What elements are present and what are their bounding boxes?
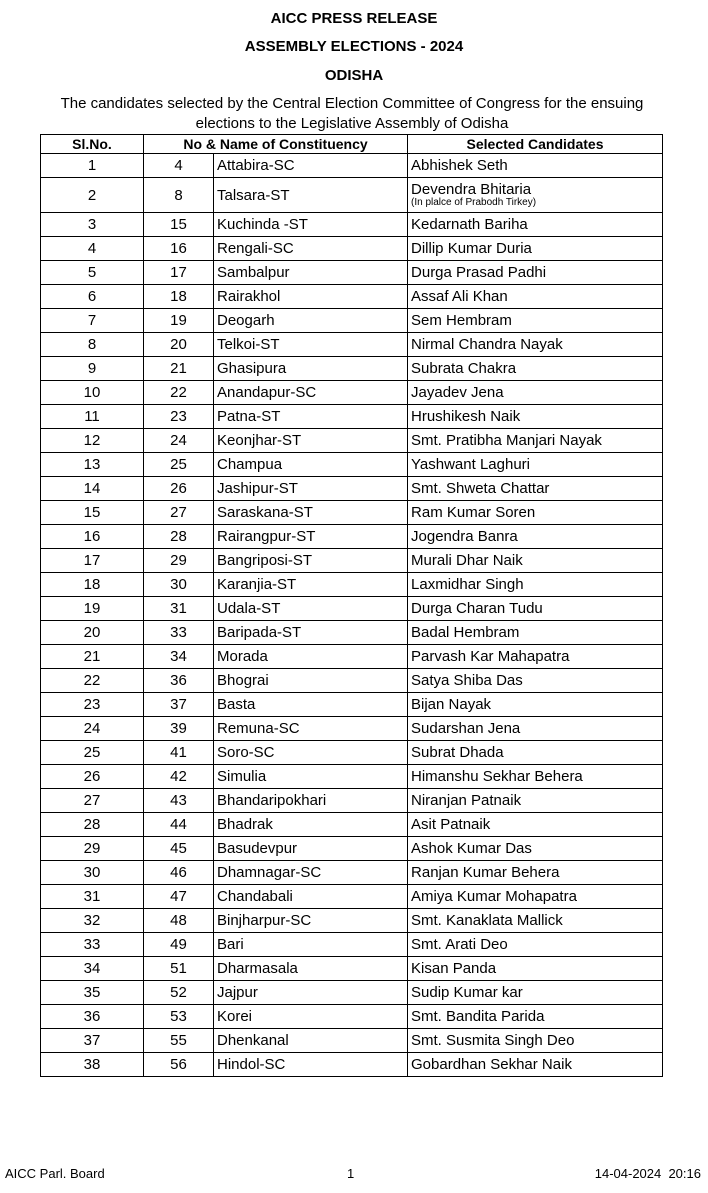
table-row <box>41 717 663 741</box>
cell-candidate: Durga Charan Tudu <box>408 597 663 621</box>
cell-constituency-no: 26 <box>144 477 214 501</box>
cell-constituency-name: Attabira-SC <box>214 154 408 178</box>
cell-candidate: Kisan Panda <box>408 957 663 981</box>
intro-text: The candidates selected by the Central Election Committee of Congress for the ensuing elections to the Legislative Assembly of Odisha <box>60 95 644 132</box>
cell-candidate: Smt. Pratibha Manjari Nayak <box>408 429 663 453</box>
cell-slno: 10 <box>41 381 144 405</box>
cell-candidate: Parvash Kar Mahapatra <box>408 645 663 669</box>
cell-candidate: Sudarshan Jena <box>408 717 663 741</box>
table-row <box>41 957 663 981</box>
cell-constituency-no: 42 <box>144 765 214 789</box>
document-title: AICC PRESS RELEASE <box>270 10 438 27</box>
table-header-row <box>41 135 663 154</box>
cell-candidate: Badal Hembram <box>408 621 663 645</box>
candidates-table <box>40 134 663 1077</box>
cell-constituency-no: 41 <box>144 741 214 765</box>
cell-constituency-name: Karanjia-ST <box>214 573 408 597</box>
cell-slno: 6 <box>41 285 144 309</box>
cell-candidate: Laxmidhar Singh <box>408 573 663 597</box>
table-row <box>41 429 663 453</box>
table-row <box>41 501 663 525</box>
cell-constituency-name: Bhandaripokhari <box>214 789 408 813</box>
cell-constituency-name: Bhadrak <box>214 813 408 837</box>
cell-constituency-name: Ghasipura <box>214 357 408 381</box>
cell-candidate: Jogendra Banra <box>408 525 663 549</box>
cell-slno: 26 <box>41 765 144 789</box>
cell-slno: 30 <box>41 861 144 885</box>
table-row <box>41 693 663 717</box>
cell-slno: 7 <box>41 309 144 333</box>
cell-slno: 9 <box>41 357 144 381</box>
cell-candidate: Abhishek Seth <box>408 154 663 178</box>
table-row <box>41 837 663 861</box>
cell-constituency-no: 20 <box>144 333 214 357</box>
cell-slno: 22 <box>41 669 144 693</box>
cell-constituency-name: Binjharpur-SC <box>214 909 408 933</box>
cell-candidate: Nirmal Chandra Nayak <box>408 333 663 357</box>
cell-slno: 29 <box>41 837 144 861</box>
cell-constituency-name: Morada <box>214 645 408 669</box>
cell-candidate: Ranjan Kumar Behera <box>408 861 663 885</box>
table-row <box>41 381 663 405</box>
cell-constituency-no: 24 <box>144 429 214 453</box>
table-row <box>41 909 663 933</box>
cell-constituency-name: Rengali-SC <box>214 237 408 261</box>
cell-slno: 17 <box>41 549 144 573</box>
cell-constituency-name: Anandapur-SC <box>214 381 408 405</box>
cell-constituency-no: 16 <box>144 237 214 261</box>
header-candidates: Selected Candidates <box>408 135 663 154</box>
cell-slno: 11 <box>41 405 144 429</box>
cell-constituency-no: 17 <box>144 261 214 285</box>
cell-constituency-name: Baripada-ST <box>214 621 408 645</box>
table-row <box>41 933 663 957</box>
cell-slno: 38 <box>41 1053 144 1077</box>
cell-slno: 19 <box>41 597 144 621</box>
cell-candidate: Sudip Kumar kar <box>408 981 663 1005</box>
state-heading: ODISHA <box>324 67 384 84</box>
table-row <box>41 1029 663 1053</box>
cell-candidate: Subrata Chakra <box>408 357 663 381</box>
cell-constituency-no: 45 <box>144 837 214 861</box>
table-row <box>41 213 663 237</box>
cell-slno: 2 <box>41 178 144 213</box>
cell-constituency-no: 37 <box>144 693 214 717</box>
cell-slno: 36 <box>41 1005 144 1029</box>
cell-constituency-no: 33 <box>144 621 214 645</box>
cell-constituency-no: 36 <box>144 669 214 693</box>
cell-candidate: Satya Shiba Das <box>408 669 663 693</box>
cell-slno: 8 <box>41 333 144 357</box>
cell-constituency-name: Jashipur-ST <box>214 477 408 501</box>
cell-candidate: Smt. Bandita Parida <box>408 1005 663 1029</box>
cell-constituency-no: 29 <box>144 549 214 573</box>
cell-slno: 20 <box>41 621 144 645</box>
cell-slno: 37 <box>41 1029 144 1053</box>
table-row <box>41 885 663 909</box>
table-row <box>41 861 663 885</box>
cell-slno: 18 <box>41 573 144 597</box>
cell-constituency-no: 48 <box>144 909 214 933</box>
cell-slno: 33 <box>41 933 144 957</box>
candidate-name: Devendra Bhitaria <box>411 180 532 198</box>
cell-constituency-name: Bangriposi-ST <box>214 549 408 573</box>
cell-constituency-name: Bari <box>214 933 408 957</box>
cell-candidate: Asit Patnaik <box>408 813 663 837</box>
cell-constituency-name: Basudevpur <box>214 837 408 861</box>
table-row <box>41 645 663 669</box>
table-row <box>41 525 663 549</box>
cell-constituency-no: 18 <box>144 285 214 309</box>
cell-constituency-no: 8 <box>144 178 214 213</box>
footer-board: AICC Parl. Board <box>5 1166 105 1181</box>
cell-constituency-no: 55 <box>144 1029 214 1053</box>
cell-candidate: Smt. Arati Deo <box>408 933 663 957</box>
cell-constituency-name: Kuchinda -ST <box>214 213 408 237</box>
cell-slno: 5 <box>41 261 144 285</box>
cell-constituency-no: 53 <box>144 1005 214 1029</box>
cell-slno: 31 <box>41 885 144 909</box>
cell-constituency-no: 22 <box>144 381 214 405</box>
cell-candidate <box>408 178 663 213</box>
cell-slno: 1 <box>41 154 144 178</box>
table-row <box>41 285 663 309</box>
cell-constituency-no: 44 <box>144 813 214 837</box>
cell-slno: 15 <box>41 501 144 525</box>
table-row <box>41 789 663 813</box>
cell-constituency-name: Saraskana-ST <box>214 501 408 525</box>
cell-constituency-no: 39 <box>144 717 214 741</box>
cell-constituency-name: Soro-SC <box>214 741 408 765</box>
table-row <box>41 357 663 381</box>
cell-constituency-name: Hindol-SC <box>214 1053 408 1077</box>
table-row <box>41 549 663 573</box>
table-row <box>41 813 663 837</box>
table-row <box>41 261 663 285</box>
cell-constituency-name: Korei <box>214 1005 408 1029</box>
cell-slno: 32 <box>41 909 144 933</box>
cell-constituency-name: Telkoi-ST <box>214 333 408 357</box>
cell-constituency-name: Dhamnagar-SC <box>214 861 408 885</box>
cell-constituency-no: 25 <box>144 453 214 477</box>
cell-slno: 21 <box>41 645 144 669</box>
cell-candidate: Dillip Kumar Duria <box>408 237 663 261</box>
cell-candidate: Niranjan Patnaik <box>408 789 663 813</box>
cell-constituency-no: 52 <box>144 981 214 1005</box>
cell-candidate: Bijan Nayak <box>408 693 663 717</box>
table-row <box>41 309 663 333</box>
footer-page-number: 1 <box>347 1166 355 1181</box>
cell-constituency-name: Udala-ST <box>214 597 408 621</box>
cell-constituency-no: 43 <box>144 789 214 813</box>
cell-candidate: Murali Dhar Naik <box>408 549 663 573</box>
table-row <box>41 669 663 693</box>
cell-slno: 35 <box>41 981 144 1005</box>
cell-constituency-no: 19 <box>144 309 214 333</box>
table-row <box>41 154 663 178</box>
cell-slno: 13 <box>41 453 144 477</box>
cell-candidate: Assaf Ali Khan <box>408 285 663 309</box>
cell-constituency-name: Bhograi <box>214 669 408 693</box>
table-row <box>41 178 663 213</box>
cell-slno: 34 <box>41 957 144 981</box>
cell-candidate: Hrushikesh Naik <box>408 405 663 429</box>
cell-constituency-name: Dhenkanal <box>214 1029 408 1053</box>
cell-candidate: Himanshu Sekhar Behera <box>408 765 663 789</box>
cell-candidate: Smt. Susmita Singh Deo <box>408 1029 663 1053</box>
cell-constituency-no: 47 <box>144 885 214 909</box>
cell-constituency-name: Sambalpur <box>214 261 408 285</box>
cell-constituency-no: 4 <box>144 154 214 178</box>
cell-constituency-no: 30 <box>144 573 214 597</box>
cell-constituency-no: 49 <box>144 933 214 957</box>
cell-candidate: Subrat Dhada <box>408 741 663 765</box>
table-row <box>41 621 663 645</box>
table-row <box>41 1053 663 1077</box>
cell-candidate: Yashwant Laghuri <box>408 453 663 477</box>
cell-slno: 24 <box>41 717 144 741</box>
cell-constituency-name: Rairangpur-ST <box>214 525 408 549</box>
cell-constituency-name: Patna-ST <box>214 405 408 429</box>
table-row <box>41 573 663 597</box>
cell-constituency-no: 15 <box>144 213 214 237</box>
cell-constituency-name: Basta <box>214 693 408 717</box>
cell-slno: 16 <box>41 525 144 549</box>
table-row <box>41 405 663 429</box>
cell-constituency-name: Chandabali <box>214 885 408 909</box>
cell-candidate: Gobardhan Sekhar Naik <box>408 1053 663 1077</box>
cell-slno: 3 <box>41 213 144 237</box>
table-row <box>41 453 663 477</box>
cell-constituency-name: Jajpur <box>214 981 408 1005</box>
cell-slno: 27 <box>41 789 144 813</box>
cell-candidate: Amiya Kumar Mohapatra <box>408 885 663 909</box>
table-row <box>41 981 663 1005</box>
table-row <box>41 237 663 261</box>
cell-constituency-no: 51 <box>144 957 214 981</box>
cell-constituency-name: Keonjhar-ST <box>214 429 408 453</box>
table-row <box>41 477 663 501</box>
cell-slno: 14 <box>41 477 144 501</box>
cell-constituency-no: 21 <box>144 357 214 381</box>
cell-constituency-name: Rairakhol <box>214 285 408 309</box>
cell-slno: 4 <box>41 237 144 261</box>
cell-constituency-no: 34 <box>144 645 214 669</box>
cell-slno: 12 <box>41 429 144 453</box>
cell-slno: 28 <box>41 813 144 837</box>
cell-constituency-no: 27 <box>144 501 214 525</box>
cell-slno: 23 <box>41 693 144 717</box>
header-slno: Sl.No. <box>41 135 144 154</box>
document-subtitle: ASSEMBLY ELECTIONS - 2024 <box>244 38 464 55</box>
cell-candidate: Smt. Kanaklata Mallick <box>408 909 663 933</box>
cell-constituency-no: 31 <box>144 597 214 621</box>
cell-constituency-name: Simulia <box>214 765 408 789</box>
cell-candidate: Jayadev Jena <box>408 381 663 405</box>
cell-constituency-name: Talsara-ST <box>214 178 408 213</box>
cell-constituency-name: Remuna-SC <box>214 717 408 741</box>
cell-candidate: Smt. Shweta Chattar <box>408 477 663 501</box>
cell-candidate: Sem Hembram <box>408 309 663 333</box>
cell-constituency-name: Dharmasala <box>214 957 408 981</box>
cell-constituency-name: Deogarh <box>214 309 408 333</box>
cell-candidate: Ram Kumar Soren <box>408 501 663 525</box>
table-row <box>41 597 663 621</box>
cell-constituency-no: 28 <box>144 525 214 549</box>
table-row <box>41 765 663 789</box>
table-row <box>41 333 663 357</box>
table-row <box>41 741 663 765</box>
cell-candidate: Durga Prasad Padhi <box>408 261 663 285</box>
cell-candidate: Ashok Kumar Das <box>408 837 663 861</box>
cell-constituency-no: 46 <box>144 861 214 885</box>
cell-slno: 25 <box>41 741 144 765</box>
cell-constituency-no: 56 <box>144 1053 214 1077</box>
candidate-note: (In plalce of Prabodh Tirkey) <box>411 196 537 208</box>
cell-candidate: Kedarnath Bariha <box>408 213 663 237</box>
cell-constituency-no: 23 <box>144 405 214 429</box>
header-constituency: No & Name of Constituency <box>144 135 408 154</box>
footer-datetime: 14-04-2024 20:16 <box>594 1166 701 1181</box>
cell-constituency-name: Champua <box>214 453 408 477</box>
table-row <box>41 1005 663 1029</box>
